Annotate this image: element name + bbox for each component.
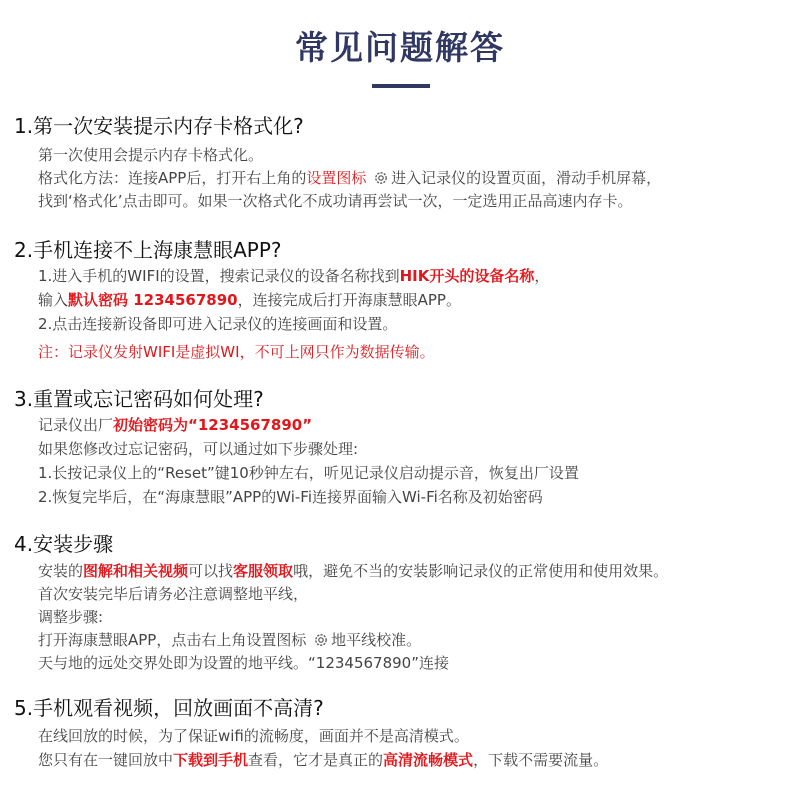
section-3-line-4: 2.恢复完毕后，在“海康慧眼”APP的Wi-Fi连接界面输入Wi-Fi名称及初始密码 — [38, 488, 543, 506]
section-2-line-3: 2.点击连接新设备即可进入记录仪的连接画面和设置。 — [38, 315, 398, 333]
section-1-line-2: 格式化方法：连接APP后，打开右上角的设置图标 进入记录仪的设置页面，滑动手机屏幕， — [38, 169, 662, 187]
section-3-line-3: 1.长按记录仪上的“Reset”键10秒钟左右，听见记录仪启动提示音，恢复出厂设置 — [38, 464, 579, 482]
hd-mode-highlight: 高清流畅模式 — [383, 751, 474, 769]
section-4-question: 4.安装步骤 — [14, 532, 114, 556]
video-guide-highlight: 图解和相关视频 — [83, 562, 189, 580]
section-1-line-1: 第一次使用会提示内存卡格式化。 — [38, 146, 264, 164]
section-4-line-2: 首次安装完毕后请务必注意调整地平线， — [38, 585, 309, 603]
section-4-line-4: 打开海康慧眼APP，点击右上角设置图标 地平线校准。 — [38, 631, 422, 649]
section-4-line-5: 天与地的远处交界处即为设置的地平线。“1234567890”连接 — [38, 654, 449, 672]
section-5-question: 5.手机观看视频，回放画面不高清? — [14, 696, 324, 720]
section-4-line-3: 调整步骤: — [38, 608, 104, 626]
section-1-line-3: 找到‘格式化’点击即可。如果一次格式化不成功请再尝试一次，一定选用正品高速内存卡。 — [38, 192, 633, 210]
section-1-question: 1.第一次安装提示内存卡格式化? — [14, 114, 304, 138]
section-2-line-2: 输入默认密码 1234567890，连接完成后打开海康慧眼APP。 — [38, 291, 461, 309]
section-2-question: 2.手机连接不上海康慧眼APP? — [14, 238, 282, 262]
customer-service-highlight: 客服领取 — [233, 562, 294, 580]
settings-icon-label: 设置图标 — [306, 169, 367, 187]
download-highlight: 下载到手机 — [173, 751, 249, 769]
default-password-highlight: 默认密码 1234567890 — [68, 291, 238, 309]
gear-icon — [313, 632, 329, 648]
section-3-line-2: 如果您修改过忘记密码，可以通过如下步骤处理: — [38, 440, 359, 458]
section-5-line-2: 您只有在一键回放中下载到手机查看，它才是真正的高清流畅模式，下载不需要流量。 — [38, 751, 609, 769]
initial-password-highlight: 初始密码为“1234567890” — [113, 416, 313, 434]
gear-icon — [373, 170, 389, 186]
section-3-line-1: 记录仪出厂初始密码为“1234567890” — [38, 416, 313, 434]
section-2-note: 注：记录仪发射WIFI是虚拟WI，不可上网只作为数据传输。 — [38, 343, 435, 361]
section-2-line-1: 1.进入手机的WIFI的设置，搜索记录仪的设备名称找到HIK开头的设备名称， — [38, 267, 550, 285]
device-name-highlight: HIK开头的设备名称 — [399, 267, 535, 285]
page-title: 常见问题解答 — [295, 28, 505, 67]
section-4-line-1: 安装的图解和相关视频可以找客服领取哦，避免不当的安装影响记录仪的正常使用和使用效果。 — [38, 562, 669, 580]
section-3-question: 3.重置或忘记密码如何处理? — [14, 387, 264, 411]
title-underline — [372, 84, 430, 88]
section-5-line-1: 在线回放的时候，为了保证wifi的流畅度，画面并不是高清模式。 — [38, 727, 469, 745]
